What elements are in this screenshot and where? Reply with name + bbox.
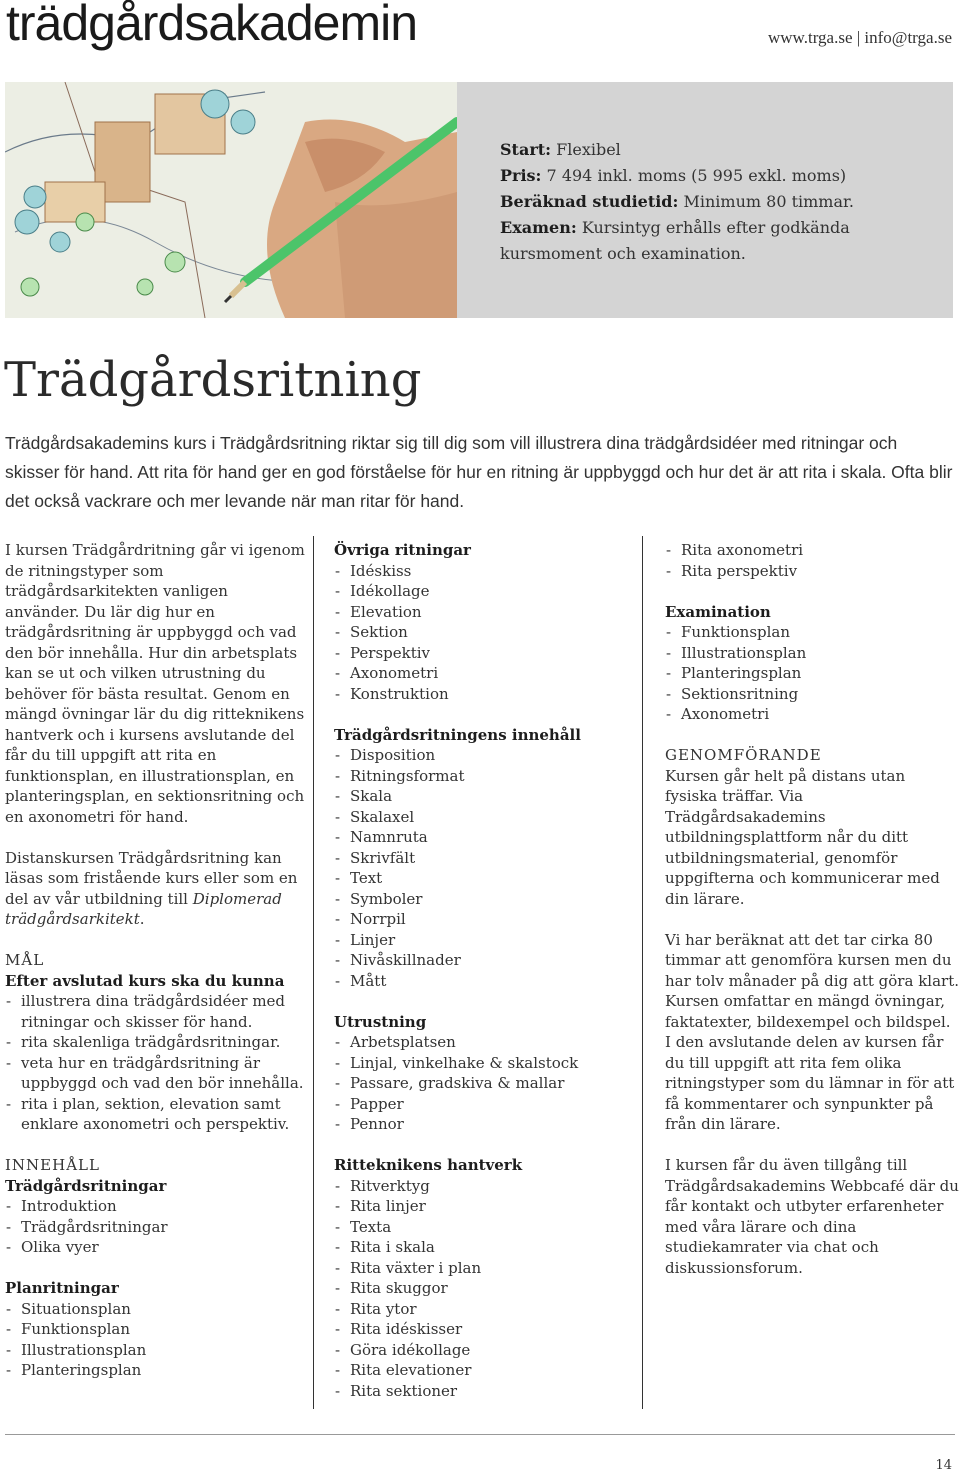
list-item: - Sektion bbox=[334, 622, 634, 643]
tr-list bbox=[5, 1196, 305, 1258]
list-item: - Texta bbox=[334, 1217, 634, 1238]
list-item: - rita skalenliga trädgårdsritningar. bbox=[5, 1032, 305, 1053]
plan-heading: Planritningar bbox=[5, 1279, 119, 1297]
list-item: - Rita elevationer bbox=[334, 1360, 634, 1381]
hantverk-list bbox=[334, 1176, 634, 1402]
innehall-heading: Trädgårdsritningens innehåll bbox=[334, 725, 581, 744]
list-item: - Funktionsplan bbox=[665, 622, 960, 643]
list-item: - Illustrationsplan bbox=[5, 1340, 305, 1361]
course-info bbox=[500, 137, 940, 267]
info-start: Start: Flexibel bbox=[500, 140, 621, 159]
lead-paragraph: Trädgårdsakademins kurs i Trädgårdsritning riktar sig till dig som vill illustrera dina trädgårdsidéer med ritningar och skisser för hand. Att rita för hand ger en god förståelse för hur en ritning är uppbyggd och hur det är att rita i skala. Ofta blir det också vackrare och mer levande när man ritar för hand. bbox=[5, 433, 953, 511]
innehall-list bbox=[334, 745, 634, 991]
list-item: - Idéskiss bbox=[334, 561, 634, 582]
ovriga-list bbox=[334, 561, 634, 705]
list-item: - Text bbox=[334, 868, 634, 889]
list-item: - Pennor bbox=[334, 1114, 634, 1135]
webbcafe-paragraph: I kursen får du även tillgång till Trädgårdsakademins Webbcafé där du får kontakt och utbyter erfarenheter med våra lärare och dina studiekamrater via chat och diskussionsforum. bbox=[665, 1156, 959, 1277]
list-item: - Nivåskillnader bbox=[334, 950, 634, 971]
contact-info: www.trga.se | info@trga.se bbox=[768, 28, 952, 47]
hantverk-list-continued bbox=[665, 540, 960, 581]
list-item: - rita i plan, sektion, elevation samt enklare axonometri och perspektiv. bbox=[5, 1094, 305, 1135]
exam-list bbox=[665, 622, 960, 725]
list-item: - Olika vyer bbox=[5, 1237, 305, 1258]
list-item: - Illustrationsplan bbox=[665, 643, 960, 664]
ovriga-heading: Övriga ritningar bbox=[334, 541, 471, 559]
list-item: - Göra idékollage bbox=[334, 1340, 634, 1361]
list-item: - Rita i skala bbox=[334, 1237, 634, 1258]
list-item: - Sektionsritning bbox=[665, 684, 960, 705]
utrustning-list bbox=[334, 1032, 634, 1135]
list-item: - Disposition bbox=[334, 745, 634, 766]
list-item: - Situationsplan bbox=[5, 1299, 305, 1320]
list-item: - Rita växter i plan bbox=[334, 1258, 634, 1279]
column-divider bbox=[313, 536, 314, 1409]
column-2 bbox=[334, 540, 634, 1401]
drawing-hand-image bbox=[5, 82, 457, 318]
list-item: - Skrivfält bbox=[334, 848, 634, 869]
list-item: - Rita linjer bbox=[334, 1196, 634, 1217]
list-item: - Ritningsformat bbox=[334, 766, 634, 787]
list-item: - Rita idéskisser bbox=[334, 1319, 634, 1340]
genomforande-label: GENOMFÖRANDE bbox=[665, 746, 822, 764]
list-item: - Planteringsplan bbox=[665, 663, 960, 684]
content-label: INNEHÅLL bbox=[5, 1156, 100, 1174]
column-3 bbox=[665, 540, 960, 1278]
list-item: - Rita skuggor bbox=[334, 1278, 634, 1299]
page-title: Trädgårdsritning bbox=[4, 352, 422, 408]
list-item: - Norrpil bbox=[334, 909, 634, 930]
info-exam: Examen: Kursintyg erhålls efter godkända kursmoment och examination. bbox=[500, 218, 850, 263]
utrustning-heading: Utrustning bbox=[334, 1012, 427, 1031]
column-1 bbox=[5, 540, 305, 1381]
hantverk-heading: Ritteknikens hantverk bbox=[334, 1156, 523, 1174]
list-item: - Rita sektioner bbox=[334, 1381, 634, 1402]
list-item: - Linjer bbox=[334, 930, 634, 951]
goal-heading: Efter avslutad kurs ska du kunna bbox=[5, 971, 285, 990]
list-item: - Ritverktyg bbox=[334, 1176, 634, 1197]
brand-logo: trädgårdsakademin bbox=[6, 0, 418, 51]
list-item: - Passare, gradskiva & mallar bbox=[334, 1073, 634, 1094]
list-item: - Axonometri bbox=[665, 704, 960, 725]
list-item: - Skala bbox=[334, 786, 634, 807]
column-divider bbox=[642, 536, 643, 1409]
list-item: - Axonometri bbox=[334, 663, 634, 684]
list-item: - Perspektiv bbox=[334, 643, 634, 664]
list-item: - Symboler bbox=[334, 889, 634, 910]
list-item: - Elevation bbox=[334, 602, 634, 623]
list-item: - Planteringsplan bbox=[5, 1360, 305, 1381]
list-item: - Papper bbox=[334, 1094, 634, 1115]
list-item: - Arbetsplatsen bbox=[334, 1032, 634, 1053]
tr-heading: Trädgårdsritningar bbox=[5, 1176, 167, 1195]
list-item: - Rita ytor bbox=[334, 1299, 634, 1320]
plan-list bbox=[5, 1299, 305, 1381]
garden-sketch-illustration bbox=[5, 82, 457, 318]
distance-paragraph: Distanskursen Trädgårdsritning kan läsas som fristående kurs eller som en del av vår utbildning till Diplomerad trädgårdsarkitekt. bbox=[5, 848, 298, 928]
time-paragraph: Vi har beräknat att det tar cirka 80 timmar att genomföra kursen men du har tolv månader på dig att göra klart. Kursen omfattar en mängd övningar, faktatexter, bildexempel och bildspel. I den avslutande delen av kursen får du till uppgift att rita fem olika ritningstyper som du lämnar in för att få kommentarer och synpunkter på från din lärare. bbox=[665, 930, 959, 1133]
intro-paragraph: I kursen Trädgårdritning går vi igenom de ritningstyper som trädgårdsarkitekten vanligen använder. Du lär dig hur en trädgårdsritning är uppbyggd och vad den bör innehålla. Hur din arbetsplats kan se ut och vilken utrustning du behöver för bästa resultat. Genom en mängd övningar lär du dig ritteknikens hantverk och i kursens avslutande del får du till uppgift att rita en funktionsplan, en illustrationsplan, en planteringsplan, en sektionsritning och en axonometri för hand. bbox=[5, 541, 305, 826]
info-study-time: Beräknad studietid: Minimum 80 timmar. bbox=[500, 192, 854, 211]
list-item: - Linjal, vinkelhake & skalstock bbox=[334, 1053, 634, 1074]
footer-divider bbox=[5, 1434, 955, 1435]
list-item: - Idékollage bbox=[334, 581, 634, 602]
list-item: - Mått bbox=[334, 971, 634, 992]
list-item: - Konstruktion bbox=[334, 684, 634, 705]
list-item: - Namnruta bbox=[334, 827, 634, 848]
goal-list bbox=[5, 991, 305, 1135]
goal-label: MÅL bbox=[5, 951, 45, 969]
list-item: - Funktionsplan bbox=[5, 1319, 305, 1340]
list-item: - Skalaxel bbox=[334, 807, 634, 828]
hero-banner bbox=[5, 82, 953, 318]
list-item: - Introduktion bbox=[5, 1196, 305, 1217]
exam-heading: Examination bbox=[665, 602, 771, 621]
genomforande-paragraph: Kursen går helt på distans utan fysiska träffar. Via Trädgårdsakademins utbildningsplattform når du ditt utbildningsmaterial, genomför uppgifterna och kommunicerar med din lärare. bbox=[665, 766, 940, 908]
list-item: - veta hur en trädgårdsritning är uppbyggd och vad den bör innehålla. bbox=[5, 1053, 305, 1094]
page-number: 14 bbox=[935, 1458, 952, 1473]
list-item: - illustrera dina trädgårdsidéer med ritningar och skisser för hand. bbox=[5, 991, 305, 1032]
list-item: - Rita axonometri bbox=[665, 540, 960, 561]
list-item: - Trädgårdsritningar bbox=[5, 1217, 305, 1238]
info-price: Pris: 7 494 inkl. moms (5 995 exkl. moms) bbox=[500, 166, 847, 185]
list-item: - Rita perspektiv bbox=[665, 561, 960, 582]
